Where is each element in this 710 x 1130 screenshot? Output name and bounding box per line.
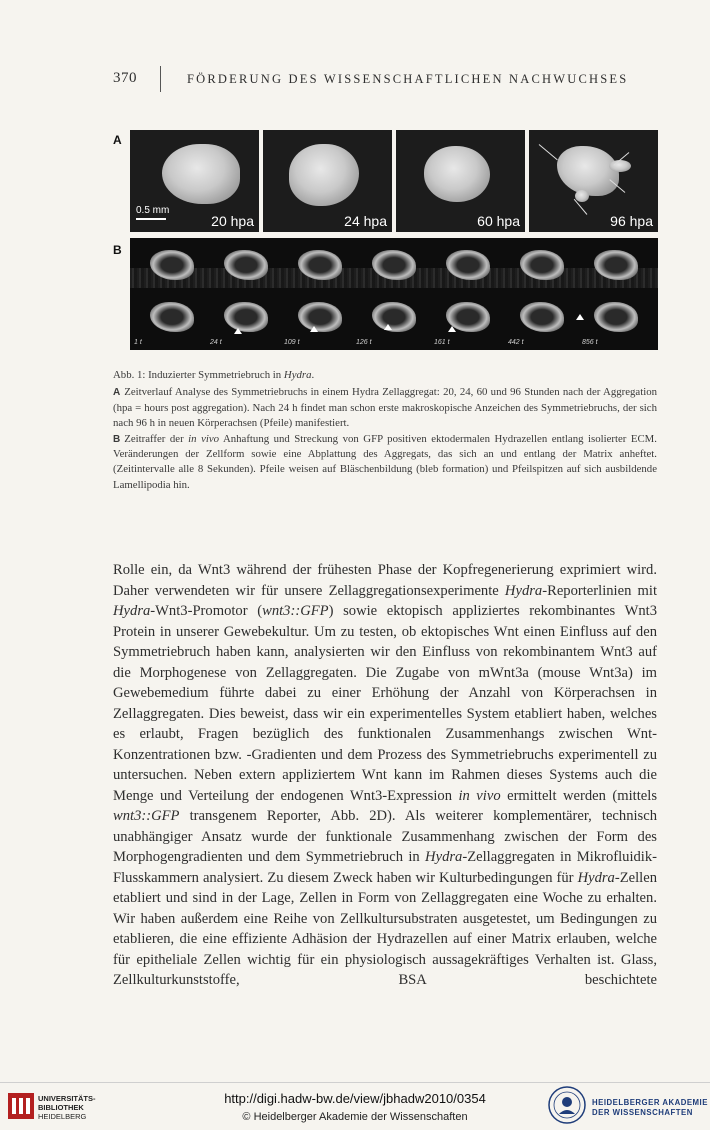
copyright-notice: © Heidelberger Akademie der Wissenschaften [242,1111,468,1123]
time-label: 96 hpa [610,213,653,229]
figure-panel-a [130,130,658,232]
body-italic-run: in vivo [458,787,501,804]
cell-aggregate-image [557,146,619,196]
library-name-line: UNIVERSITÄTS- [38,1094,96,1103]
time-label: 126 t [356,339,372,346]
hydra-cell-image [298,302,342,332]
academy-name-line: DER WISSENSCHAFTEN [592,1108,693,1117]
body-italic-run: wnt3::GFP [262,603,329,619]
time-label: 24 t [210,339,222,346]
arrow-icon [539,144,558,160]
academy-name-line: HEIDELBERGER AKADEMIE [592,1098,708,1107]
body-text-run: ermittelt werden (mittels [500,787,658,804]
timelapse-frame [508,242,578,288]
time-label: 442 t [508,339,524,346]
timelapse-frame [286,242,356,288]
caption-text-b-italic: in vivo [188,432,220,445]
body-text-run: Rolle ein, da Wnt3 während der frühesten Phase der Kopfregenerierung exprimiert wird. Daher verwendeten wir für unsere Zellaggregationsexperimente [113,562,657,599]
body-axis-bud [575,190,589,202]
timelapse-frame [212,242,282,288]
arrowhead-icon [576,314,584,320]
body-text-run: transgenem Reporter, Abb. 2D). Als weiterer komplementärer, technisch unabhängiger Ansatz wurde der funktionale Zusammenhang zwischen der Form des Morphogengradienten und dem Symmetriebruch in [113,808,657,865]
body-text-run: ) sowie ektopisch appliziertes rekombinantes Wnt3 Protein in unserer Gewebekultur. Um zu testen, ob ektopisches Wnt einen Einfluss auf den Symmetriebruch haben kann, analysierten wir den Einfluss von rekombinantem Wnt3 auf die Morphogenese von Zellaggregaten. Die Zugabe von mWnt3a (mouse Wnt3a) im Gewebemedium führte dabei zu einer Erhöhung der Anzahl von Körperachsen in Zellaggregaten. Dies beweist, dass wir ein experimentelles System etabliert haben, welches es erlaubt, Fragen bezüglich des funktionalen Zusammenhangs zwischen Wnt-Konzentrationen bzw. -Gradienten und dem Prozess des Symmetriebruchs experimentell zu untersuchen. Neben extern appliziertem Wnt kann im Rahmen dieses Systems auch die Menge und Verteilung der endogenen Wnt3-Expression [113,603,657,804]
caption-part-a [113,385,657,431]
hydra-cell-image [446,250,490,280]
timelapse-frame [508,294,578,340]
cell-aggregate-image [289,144,359,206]
body-axis-bud [609,160,631,172]
body-text-run: -Wnt3-Promotor ( [150,603,263,619]
caption-letter-a: A [113,387,121,399]
figure-frame-60hpa [396,130,525,232]
caption-text-a: Zeitverlauf Analyse des Symmetriebruchs in einem Hydra Zellaggregat: 20, 24, 60 und 96 Stunden nach der Aggregation (hpa = hours post aggregation). Nach 24 h findet man schon erste makroskopische Anzeichen des Symmetriebruchs, der sich nach 96 h in neuen Körperachsen (Pfeile) manifestiert. [113,386,657,430]
body-italic-run: Hydra [425,849,463,865]
timelapse-frame [138,294,208,340]
body-italic-run: Hydra [577,869,615,886]
figure-frame-96hpa [529,130,658,232]
arrowhead-icon [310,326,318,332]
hydra-cell-image [224,250,268,280]
timelapse-frame [286,294,356,340]
library-name-line: BIBLIOTHEK [38,1103,84,1112]
figure-panel-b [130,238,658,350]
caption-text-b-cont: Anhaftung und Streckung von GFP positiven ektodermalen Hydrazellen entlang isolierter ECM. Veränderungen der Zellform sowie eine Abplattung des Aggregats, das sich an und entlang der Matrix anheftet. (Zeitintervalle alle 8 Sekunden). Pfeile weisen auf Bläschenbildung (bleb formation) und Pfeilspitzen auf sich ausbildende Lamellipodia hin. [113,432,657,491]
academy-seal-icon [548,1086,586,1124]
hydra-cell-image [372,302,416,332]
body-italic-run: Hydra [113,603,151,619]
caption-part-b [113,432,657,494]
body-paragraph [113,560,657,991]
body-italic-run: wnt3::GFP [113,808,180,824]
timelapse-frame [582,242,652,288]
panel-b-label: B [113,243,122,257]
caption-title-italic: Hydra [283,369,312,381]
caption-title-text: Abb. 1: Induzierter Symmetriebruch in [113,369,284,381]
footer-divider [0,1082,710,1083]
body-italic-run: Hydra [504,582,543,599]
timelapse-frame [360,242,430,288]
time-label: 109 t [284,339,300,346]
header-divider [160,66,161,92]
caption-letter-b: B [113,433,121,445]
caption-text-b: Zeitraffer der [124,432,189,445]
timelapse-frame [360,294,430,340]
cell-aggregate-image [162,144,240,204]
timelapse-frame [138,242,208,288]
page-number: 370 [113,70,137,86]
hydra-cell-image [150,250,194,280]
arrowhead-icon [448,326,456,332]
academy-name [592,1098,708,1118]
main-paragraph [113,560,657,991]
library-name-line: HEIDELBERG [38,1112,87,1121]
scale-bar-label: 0.5 mm [136,205,170,216]
time-label: 1 t [134,339,142,346]
figure-frame-20hpa [130,130,259,232]
time-label: 24 hpa [344,213,387,229]
scale-bar [136,218,166,220]
panel-a-label: A [113,133,122,147]
cell-aggregate-image [424,146,490,202]
figure-frame-24hpa [263,130,392,232]
time-label: 20 hpa [211,213,254,229]
body-text-run: -Zellen etabliert und sind in der Lage, Zellen in Form von Zellaggregaten eine Woche zu erhalten. Wir haben außerdem eine Reihe von Zellkultursubstraten ausgetestet, um Bedingungen zu etablieren, die eine effiziente Adhäsion der Hydrazellen auf einer Matrix erlauben, welche für epitheliale Zellen wichtig für ein physiologisch aussagekräftiges Verhalten ist. Glass, Zellkulturkunststoffe, BSA beschichtete [113,869,657,988]
arrowhead-icon [234,328,242,334]
hydra-cell-image [520,302,564,332]
timelapse-frame [582,294,652,340]
body-text-run: -Reporterlinien mit [542,582,657,599]
timelapse-frame [434,242,504,288]
hydra-cell-image [594,302,638,332]
running-head: FÖRDERUNG DES WISSENSCHAFTLICHEN NACHWUCHSES [187,72,629,86]
caption-title [113,368,657,383]
digital-copy-link[interactable]: http://digi.hadw-bw.de/view/jbhadw2010/0354 [224,1091,486,1106]
hydra-cell-image [372,250,416,280]
time-label: 856 t [582,339,598,346]
time-label: 161 t [434,339,450,346]
hydra-cell-image [520,250,564,280]
caption-title-suffix: . [311,369,315,381]
timelapse-frame [212,294,282,340]
time-label: 60 hpa [477,213,520,229]
hydra-cell-image [298,250,342,280]
hydra-cell-image [224,302,268,332]
hydra-cell-image [594,250,638,280]
body-text-run: -Zellaggregaten in Mikrofluidik-Flusskammern analysiert. Zu diesem Zweck haben wir Kulturbedingungen für [113,849,658,886]
arrowhead-icon [384,324,392,330]
figure-caption [113,368,657,493]
hydra-cell-image [150,302,194,332]
timelapse-frame [434,294,504,340]
